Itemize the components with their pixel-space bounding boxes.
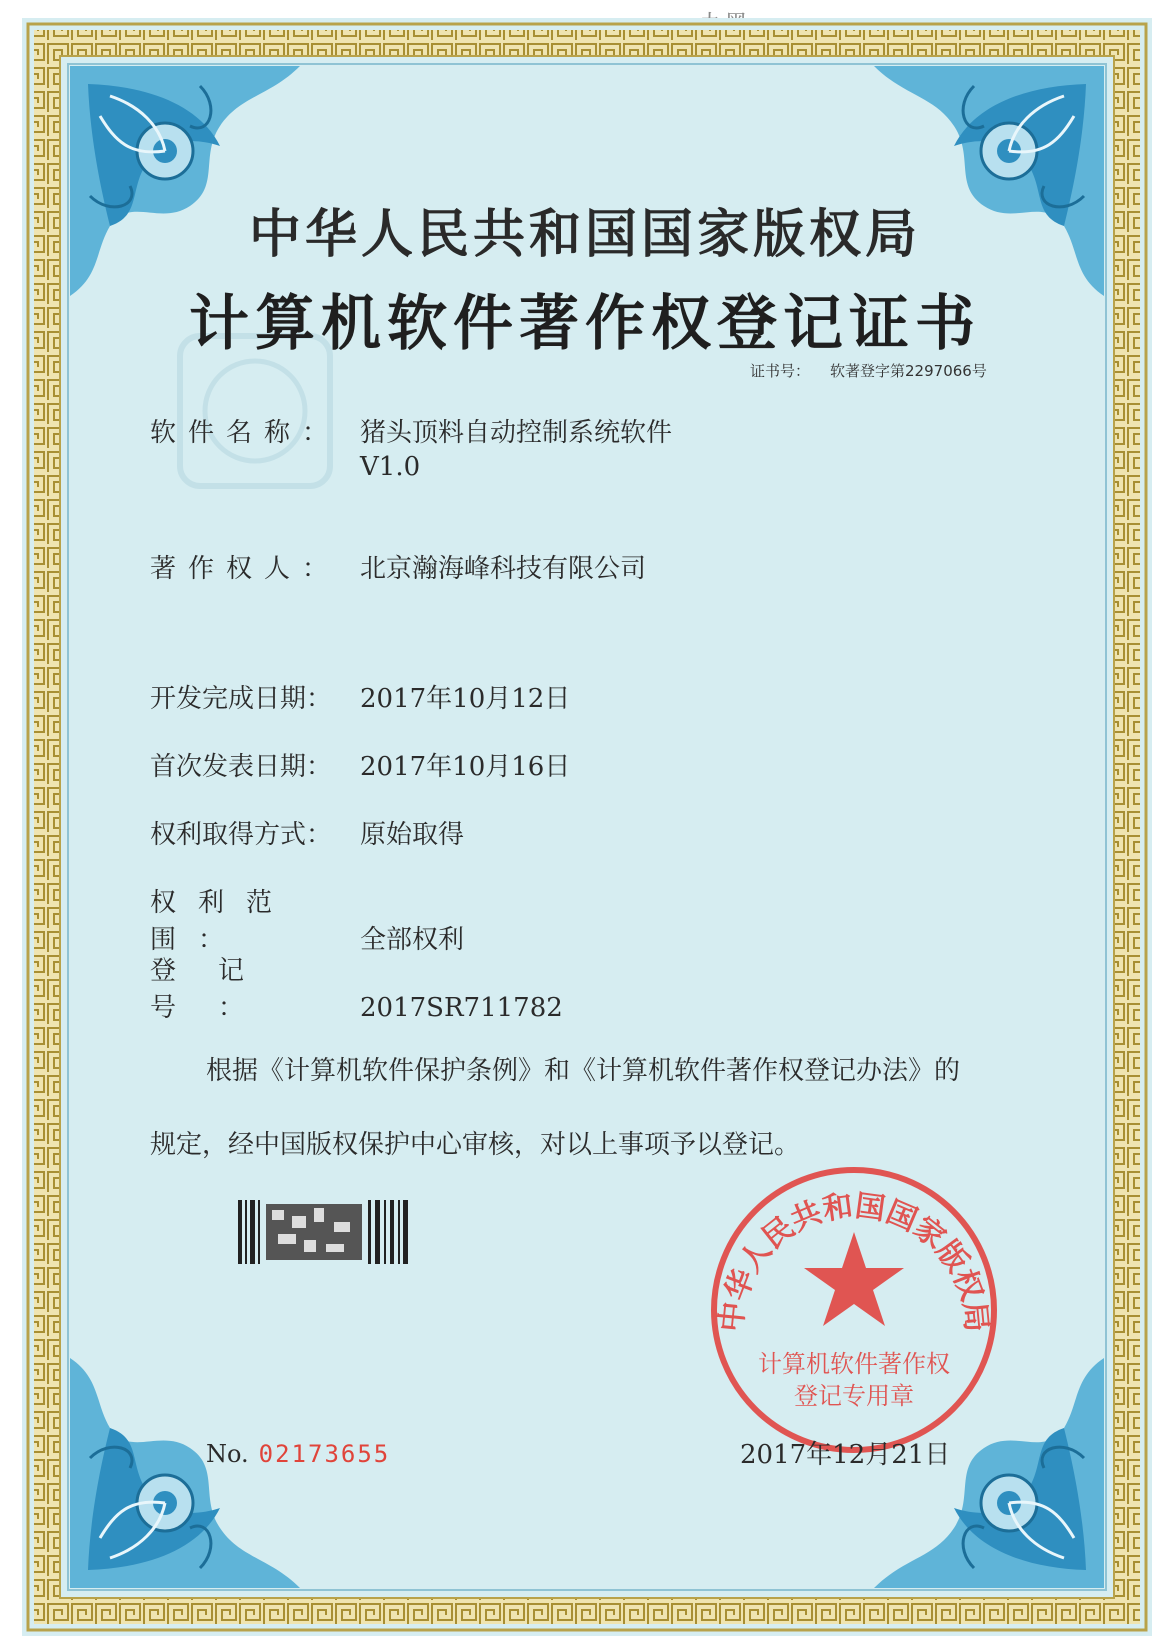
- field-copyright-owner: [150, 548, 646, 585]
- barcode: [238, 1200, 408, 1264]
- authority-heading: 中华人民共和国国家版权局: [248, 205, 921, 265]
- field-value: 原始取得: [360, 820, 465, 850]
- field-acquisition-method: [150, 814, 464, 851]
- field-value: 北京瀚海峰科技有限公司: [360, 554, 647, 584]
- certificate-title: 计算机软件著作权登记证书: [189, 289, 981, 359]
- field-label: 首次发表日期：: [150, 752, 333, 782]
- field-label: 软件名称：: [150, 418, 341, 448]
- serial-label: No.: [206, 1440, 249, 1468]
- field-label: 登记号：: [150, 956, 287, 1023]
- serial-number-value: 02173655: [258, 1440, 391, 1468]
- certificate-number-label: 证书号：: [750, 362, 811, 380]
- field-label: 著作权人：: [150, 554, 341, 584]
- serial-number: [206, 1440, 390, 1468]
- certificate-number: [750, 360, 1007, 381]
- field-rights-scope: [150, 882, 464, 956]
- statement-line-2: 规定，经中国版权保护中心审核，对以上事项予以登记。: [150, 1130, 801, 1160]
- seal-inner-line-1: 计算机软件著作权: [758, 1350, 950, 1378]
- seal-star-icon: [804, 1232, 904, 1326]
- field-value: V1.0: [360, 452, 421, 482]
- field-completion-date: [150, 678, 570, 715]
- field-value: 2017年10月16日: [360, 752, 571, 782]
- field-value: 猪头顶料自动控制系统软件: [360, 418, 673, 448]
- field-label: 权利范围：: [150, 888, 295, 955]
- field-label: 开发完成日期：: [150, 684, 333, 714]
- seal-inner-line-2: 登记专用章: [794, 1382, 914, 1410]
- statement-line-1: 根据《计算机软件保护条例》和《计算机软件著作权登记办法》的: [206, 1056, 961, 1086]
- field-registration-number: [150, 950, 563, 1024]
- field-value: 2017SR711782: [360, 993, 563, 1023]
- field-software-name: [150, 412, 672, 449]
- seal-outer-text: 中华人民共和国国家版权局: [714, 1188, 994, 1334]
- field-value: 2017年10月12日: [360, 684, 571, 714]
- issue-date: 2017年12月21日: [740, 1440, 951, 1470]
- field-value: 全部权利: [360, 925, 465, 955]
- field-label: 权利取得方式：: [150, 820, 333, 850]
- certificate-number-value: 软著登字第2297066号: [830, 362, 987, 380]
- official-seal: [704, 1160, 1004, 1460]
- field-software-version: [360, 452, 420, 482]
- field-publication-date: [150, 746, 570, 783]
